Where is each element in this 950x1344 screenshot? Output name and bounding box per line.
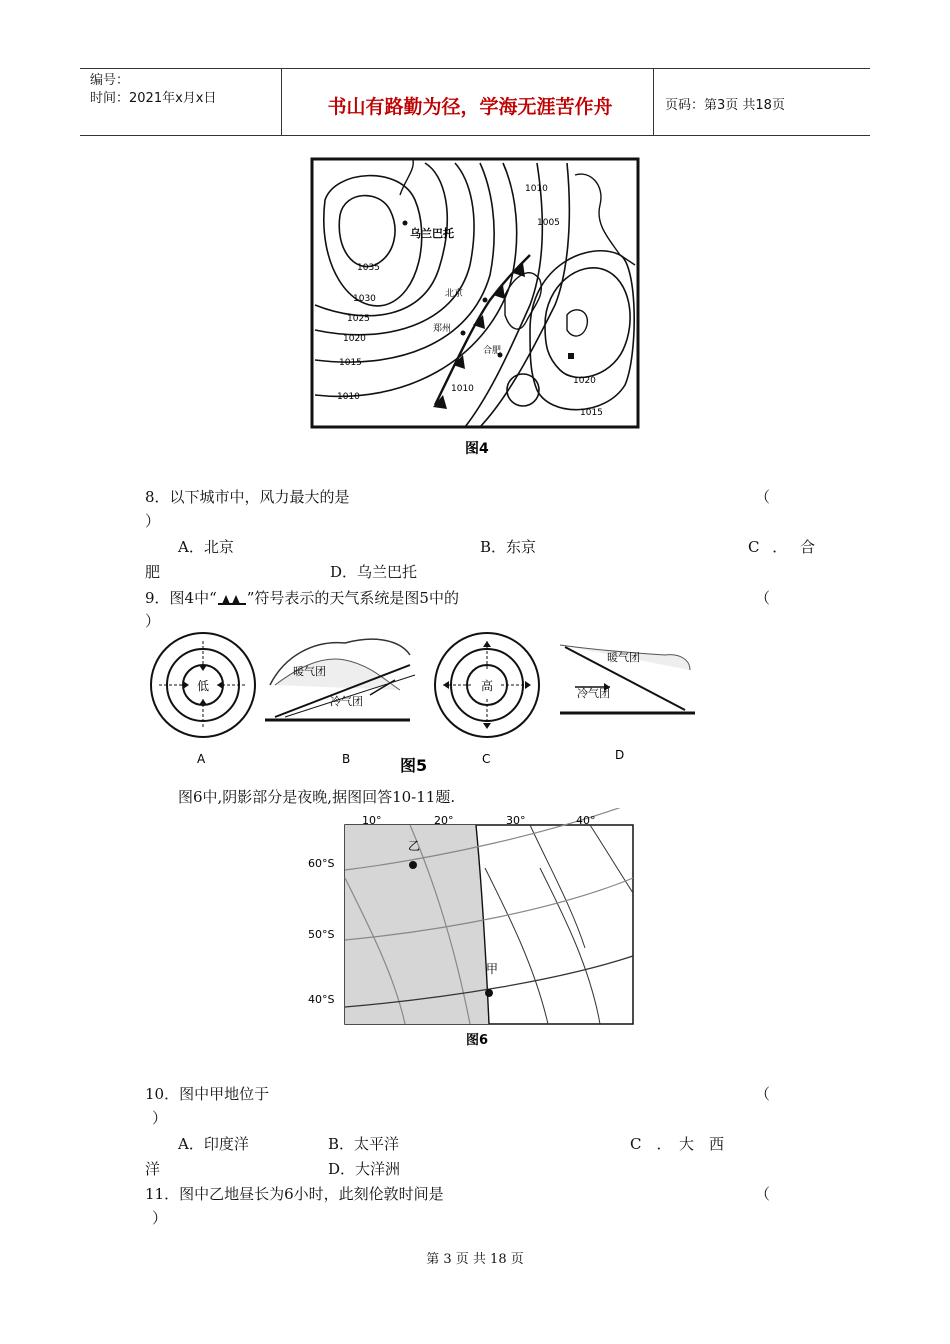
q11-paren-close: ）: [152, 1209, 168, 1227]
header-motto: 书山有路勤为径，学海无涯苦作舟: [327, 96, 613, 118]
isobar-label: 1015: [339, 358, 362, 368]
q10-paren-open: （: [755, 1085, 771, 1103]
q9-stem: [145, 587, 459, 608]
q10-paren-close: ）: [152, 1109, 168, 1127]
q11-stem: 11．图中乙地昼长为6小时，此刻伦敦时间是: [145, 1185, 444, 1203]
point-yi-dot: [409, 861, 417, 869]
q9-paren-open: （: [755, 589, 771, 607]
q8-option-c-cont: 肥: [145, 563, 161, 581]
header-number: 编号：: [90, 73, 130, 88]
figure5-weather-systems: [145, 625, 705, 780]
figure5-caption: 图5: [400, 756, 428, 775]
isobar-label: 1010: [337, 392, 360, 402]
lat-label: 40°S: [308, 993, 335, 1006]
panel-b-warm: 暖气团: [293, 665, 326, 678]
intro-10-11: 图6中,阴影部分是夜晚,据图回答10-11题.: [178, 788, 456, 806]
isobar-label: 1030: [353, 294, 376, 304]
figure6-graticule: [300, 808, 640, 1058]
header-top-rule: [80, 68, 870, 69]
q9-paren-close: ）: [145, 612, 161, 630]
panel-d-warm-front: [560, 645, 695, 762]
figure4-weather-map: [305, 155, 645, 465]
lon-label: 40°: [576, 814, 596, 827]
figure6-caption: 图6: [466, 1033, 489, 1048]
isobar-label: 1020: [343, 334, 366, 344]
q8-option-a: A．北京: [178, 538, 234, 556]
header-divider-1: [281, 68, 282, 136]
lon-label: 30°: [506, 814, 526, 827]
q8-option-c: C ． 合: [748, 538, 816, 556]
q10-option-c: C ． 大 西: [630, 1135, 724, 1153]
label-ulaanbaatar: 乌兰巴托: [410, 227, 454, 240]
isobar-label: 1010: [525, 184, 548, 194]
isobar-label: 1020: [573, 376, 596, 386]
panel-c-center: 高: [481, 679, 494, 693]
header-left: [90, 72, 216, 108]
point-jia-label: 甲: [486, 962, 499, 976]
q9-stem-b: ”符号表示的天气系统是图5中的: [246, 589, 459, 607]
lon-label: 20°: [434, 814, 454, 827]
map-frame: [312, 159, 638, 427]
city-dot-beijing: [483, 298, 488, 303]
panel-b-cold: 冷气团: [330, 695, 363, 708]
night-shading: [345, 825, 489, 1024]
city-dot-zhengzhou: [461, 331, 466, 336]
panel-a-low-pressure: [151, 633, 255, 766]
q10-option-b: B．太平洋: [328, 1135, 400, 1153]
label-zhengzhou: 郑州: [433, 324, 452, 334]
lon-label: 10°: [362, 814, 382, 827]
figure4-caption: 图4: [465, 441, 489, 457]
panel-d-cold: 冷气团: [577, 687, 610, 700]
panel-a-center: 低: [197, 679, 210, 693]
header-page-info: 页码：第3页 共18页: [665, 98, 785, 113]
panel-d-letter: D: [615, 748, 625, 762]
panel-d-warm: 暖气团: [607, 651, 640, 664]
city-dot-tokyo: [568, 353, 574, 359]
page-footer: 第 3 页 共 18 页: [426, 1252, 524, 1267]
q10-option-a: A．印度洋: [178, 1135, 249, 1153]
cold-front-symbol-icon: [217, 592, 247, 606]
q8-paren-close: ）: [145, 512, 161, 530]
label-hefei: 合肥: [483, 346, 502, 356]
point-yi-label: 乙: [408, 839, 421, 853]
isobar-label: 1035: [357, 263, 380, 273]
q10-option-c-cont: 洋: [145, 1160, 161, 1178]
point-jia-dot: [485, 989, 493, 997]
isobar-label: 1010: [451, 384, 474, 394]
lat-label: 60°S: [308, 857, 335, 870]
isobar-label: 1025: [347, 314, 370, 324]
panel-b-cold-front: [265, 639, 415, 766]
q8-option-d: D．乌兰巴托: [330, 563, 418, 581]
q8-stem: 8．以下城市中，风力最大的是: [145, 488, 350, 506]
q11-paren-open: （: [755, 1185, 771, 1203]
panel-b-letter: B: [342, 752, 351, 766]
q10-stem: 10．图中甲地位于: [145, 1085, 270, 1103]
panel-c-letter: C: [482, 752, 491, 766]
header-divider-2: [653, 68, 654, 136]
city-dot-ulaanbaatar: [403, 221, 408, 226]
header-time: 时间：2021年x月x日: [90, 91, 217, 106]
q8-paren-open: （: [755, 488, 771, 506]
panel-c-high-pressure: [435, 633, 539, 766]
q8-option-b: B．东京: [480, 538, 537, 556]
header-bottom-rule: [80, 135, 870, 136]
isobar-label: 1005: [537, 218, 560, 228]
q9-stem-a: 9．图4中“: [145, 589, 217, 607]
panel-a-letter: A: [197, 752, 206, 766]
q10-option-d: D．大洋洲: [328, 1160, 401, 1178]
isobar-label: 1015: [580, 408, 603, 418]
label-beijing: 北京: [445, 289, 464, 299]
lat-label: 50°S: [308, 928, 335, 941]
